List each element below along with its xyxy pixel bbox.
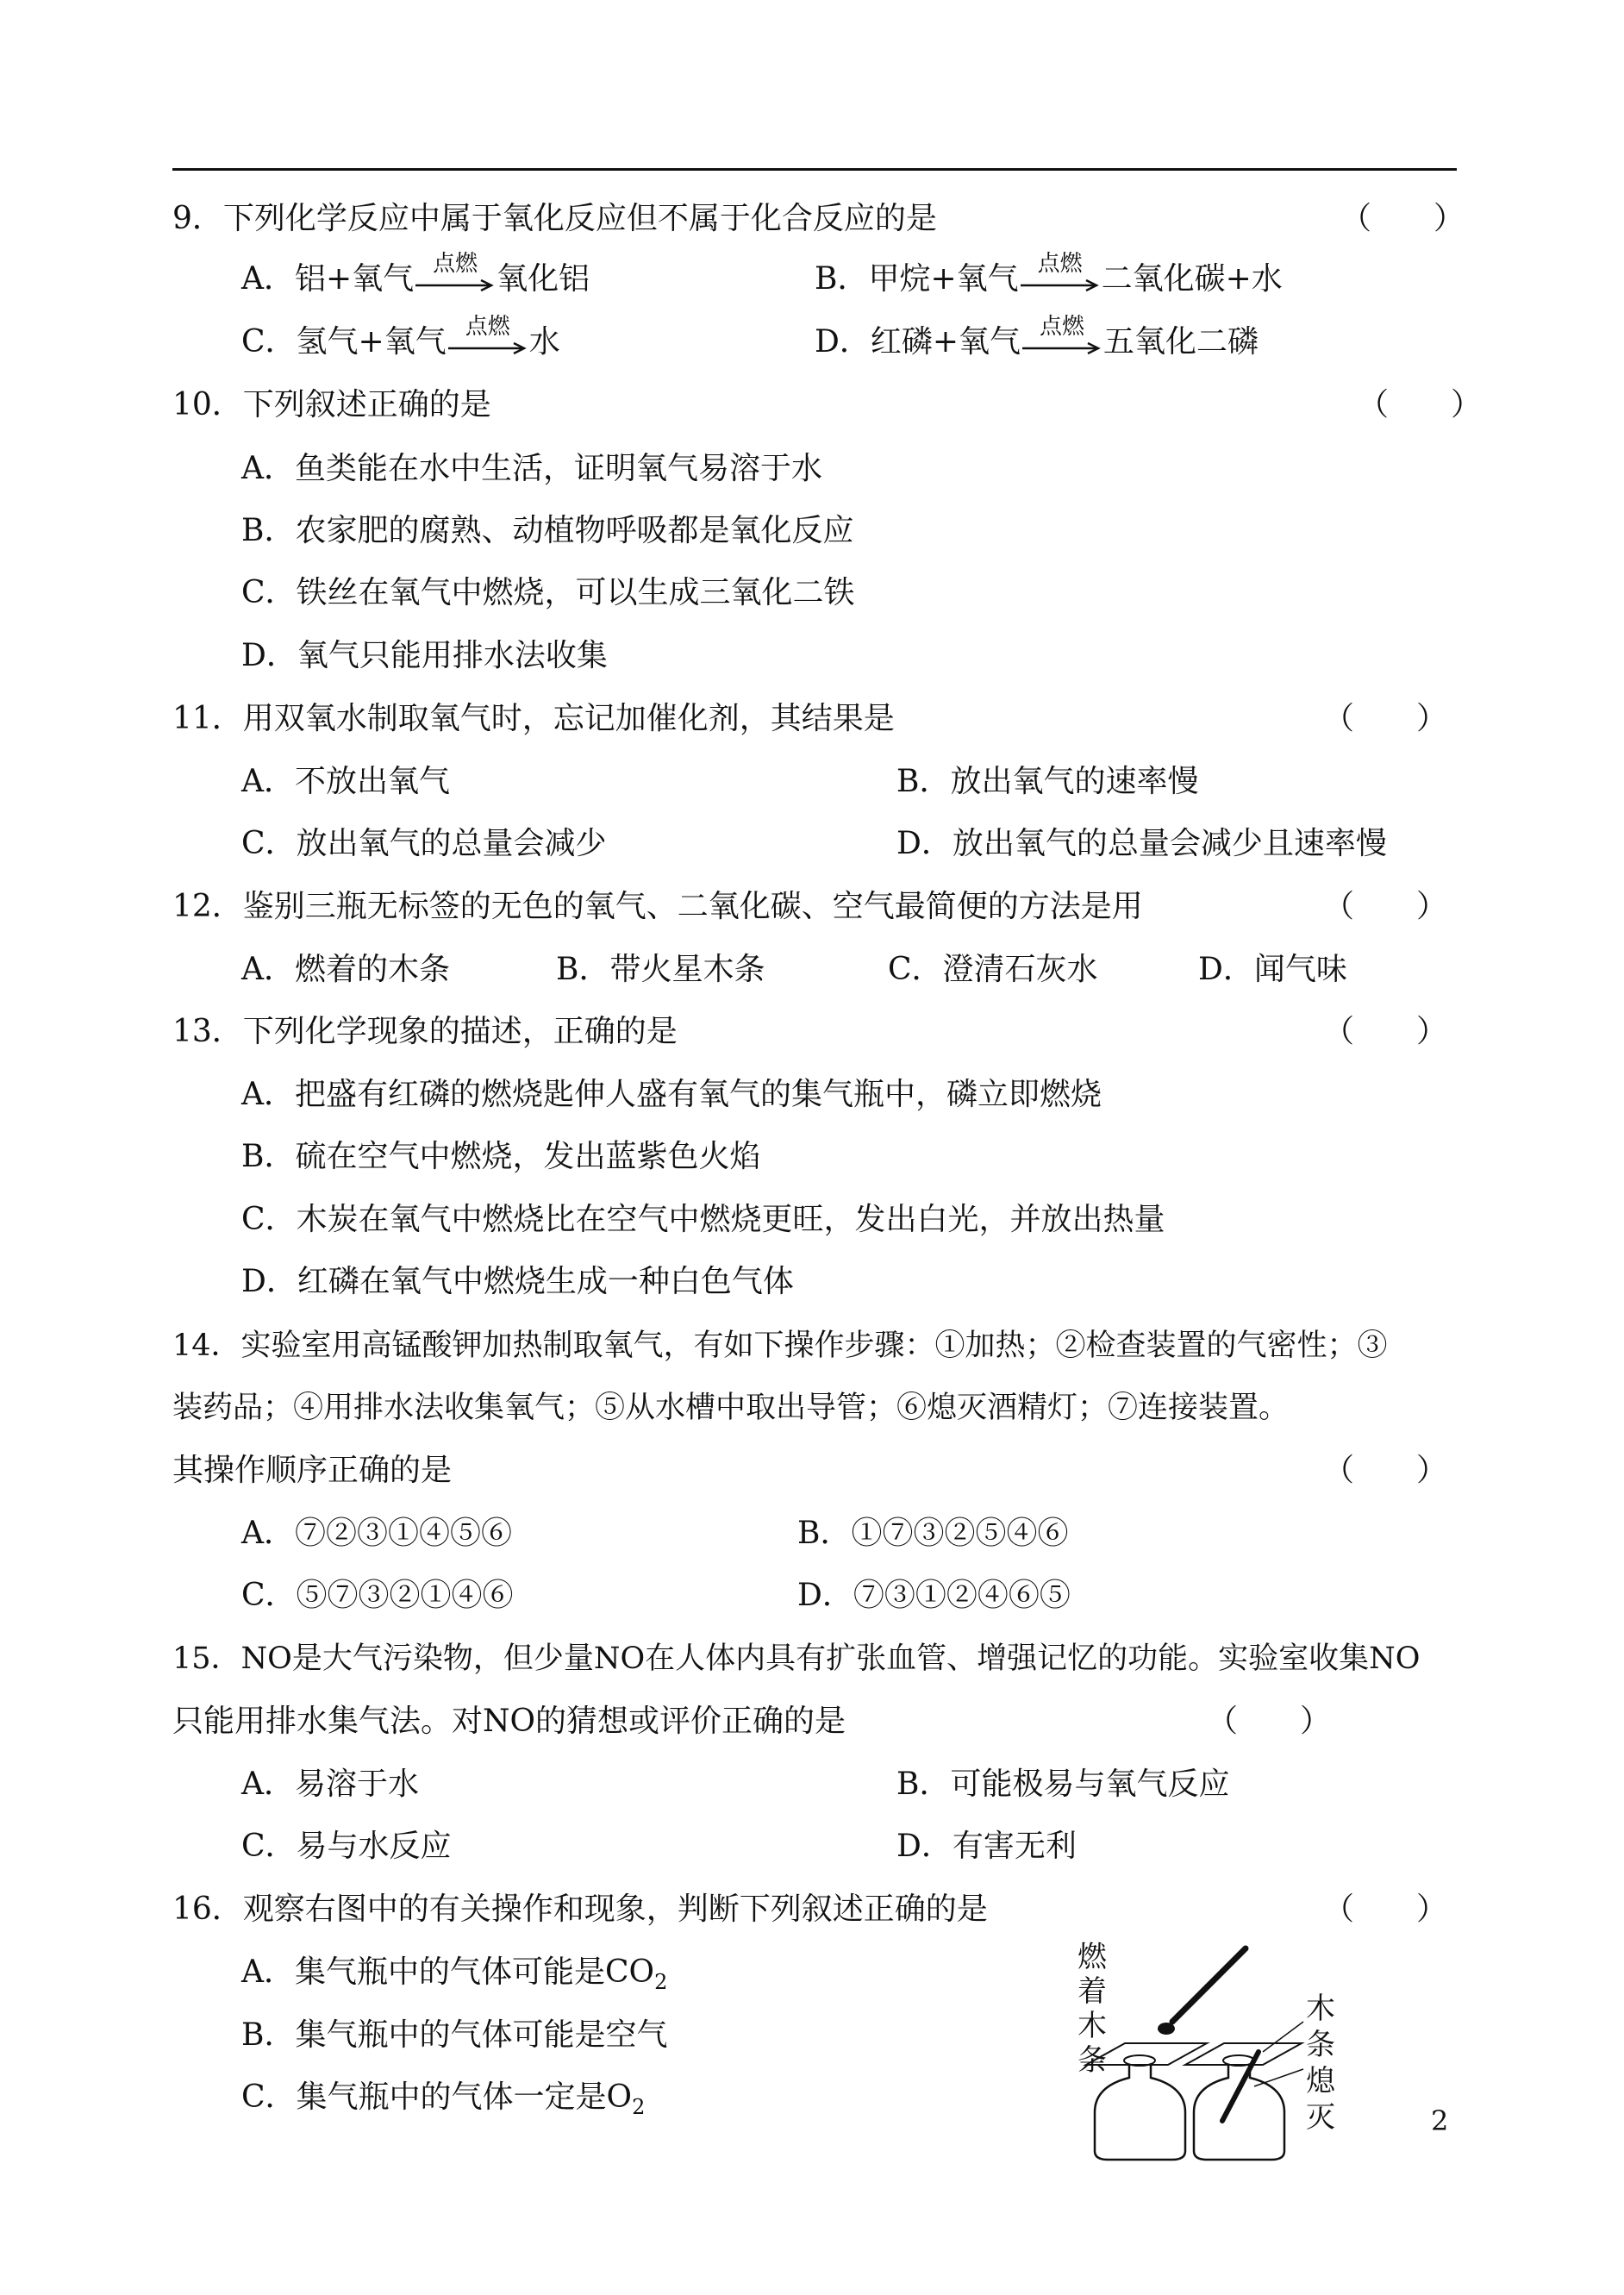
q9-option-b: B．甲烷+氧气 点燃 二氧化碳+水 [815, 251, 1283, 297]
q14-option-c: C．⑤⑦③②①④⑥ [241, 1578, 514, 1613]
q12-option-d: D．闻气味 [1198, 952, 1347, 987]
q15-option-b: B．可能极易与氧气反应 [896, 1767, 1230, 1802]
arrow-icon [1022, 342, 1102, 354]
q10-answer-paren: （ ） [1358, 387, 1483, 422]
q9-option-a: A．铝+氧气 点燃 氧化铝 [241, 251, 590, 297]
reaction-arrow: 点燃 [448, 327, 528, 361]
arrow-icon [1021, 279, 1100, 291]
q10-stem: 10．下列叙述正确的是 [172, 387, 491, 422]
q10-option-d: D．氧气只能用排水法收集 [241, 638, 608, 673]
q14-stem-line3: 其操作顺序正确的是 [172, 1453, 453, 1488]
q10-option-b: B．农家肥的腐熟、动植物呼吸都是氧化反应 [241, 513, 854, 548]
q15-stem-line1: 15．NO是大气污染物，但少量NO在人体内具有扩张血管、增强记忆的功能。实验室收集NO [172, 1642, 1421, 1676]
q12-answer-paren: （ ） [1323, 889, 1448, 924]
q16-option-b: B．集气瓶中的气体可能是空气 [241, 2017, 668, 2053]
q16-stem: 16．观察右图中的有关操作和现象，判断下列叙述正确的是 [172, 1892, 988, 1927]
q11-answer-paren: （ ） [1323, 701, 1448, 736]
q12-option-a: A．燃着的木条 [241, 952, 450, 987]
q14-option-b: B．①⑦③②⑤④⑥ [797, 1516, 1069, 1551]
q13-option-c: C．木炭在氧气中燃烧比在空气中燃烧更旺，发出白光，并放出热量 [241, 1202, 1165, 1237]
q14-option-d: D．⑦③①②④⑥⑤ [797, 1578, 1071, 1613]
q16-answer-paren: （ ） [1323, 1892, 1448, 1927]
reaction-arrow: 点燃 [1021, 264, 1100, 298]
q10-option-c: C．铁丝在氧气中燃烧，可以生成三氧化二铁 [241, 575, 855, 610]
arrow-icon [448, 342, 528, 354]
q16-option-a: A．集气瓶中的气体可能是$CO_2$ [241, 1954, 668, 1995]
q12-option-c: C．澄清石灰水 [888, 952, 1098, 987]
q14-stem-line2: 装药品；④用排水法收集氧气；⑤从水槽中取出导管；⑥熄灭酒精灯；⑦连接装置。 [172, 1391, 1290, 1425]
q15-option-a: A．易溶于水 [241, 1767, 419, 1802]
q14-stem-line1: 14．实验室用高锰酸钾加热制取氧气，有如下操作步骤：①加热；②检查装置的气密性；③ [172, 1329, 1388, 1363]
q13-stem: 13．下列化学现象的描述，正确的是 [172, 1014, 678, 1049]
flame-icon [1158, 2023, 1175, 2035]
q11-option-d: D．放出氧气的总量会减少且速率慢 [896, 826, 1387, 861]
glass-plate-left [1086, 2043, 1207, 2065]
q9-option-c: C．氢气+氧气 点燃 水 [241, 314, 560, 360]
q11-option-b: B．放出氧气的速率慢 [896, 764, 1199, 799]
q14-answer-paren: （ ） [1323, 1453, 1448, 1488]
reaction-arrow: 点燃 [1022, 327, 1102, 361]
q9-answer-paren: （ ） [1340, 201, 1465, 236]
arrow-icon [415, 279, 495, 291]
q13-answer-paren: （ ） [1323, 1014, 1448, 1049]
q13-option-a: A．把盛有红磷的燃烧匙伸人盛有氧气的集气瓶中，磷立即燃烧 [241, 1077, 1102, 1112]
q14-option-a: A．⑦②③①④⑤⑥ [241, 1516, 512, 1551]
label-side-3: 熄 [1306, 2064, 1335, 2098]
label-burning-stick: 燃着木条 [1077, 1940, 1107, 2078]
q9-stem: 9．下列化学反应中属于氧化反应但不属于化合反应的是 [172, 201, 937, 236]
gas-bottle-right [1194, 2065, 1284, 2160]
label-side-2: 条 [1306, 2028, 1335, 2062]
page-number: 2 [1431, 2104, 1449, 2137]
q15-option-d: D．有害无利 [896, 1829, 1077, 1864]
q15-answer-paren: （ ） [1207, 1704, 1332, 1739]
gas-bottle-left [1095, 2065, 1185, 2160]
q13-option-d: D．红磷在氧气中燃烧生成一种白色气体 [241, 1264, 794, 1299]
extinguished-stick-icon [1222, 2052, 1259, 2121]
q15-stem-line2: 只能用排水集气法。对NO的猜想或评价正确的是 [172, 1704, 846, 1739]
label-side-4: 灭 [1306, 2100, 1335, 2135]
bottles-illustration [1077, 1940, 1362, 2164]
q11-stem: 11．用双氧水制取氧气时，忘记加催化剂，其结果是 [172, 701, 895, 736]
q10-option-a: A．鱼类能在水中生活，证明氧气易溶于水 [241, 451, 822, 486]
q11-option-a: A．不放出氧气 [241, 764, 450, 799]
stick-icon [1172, 1948, 1246, 2022]
q12-option-b: B．带火星木条 [556, 952, 765, 987]
q9-option-d: D．红磷+氧气 点燃 五氧化二磷 [815, 314, 1259, 360]
q16-option-c: C．集气瓶中的气体一定是$O_2$ [241, 2079, 646, 2120]
q15-option-c: C．易与水反应 [241, 1829, 452, 1864]
reaction-arrow: 点燃 [415, 264, 495, 298]
q11-option-c: C．放出氧气的总量会减少 [241, 826, 607, 861]
q13-option-b: B．硫在空气中燃烧，发出蓝紫色火焰 [241, 1139, 761, 1174]
label-side-1: 木 [1306, 1992, 1335, 2026]
q12-stem: 12．鉴别三瓶无标签的无色的氧气、二氧化碳、空气最简便的方法是用 [172, 889, 1143, 924]
header-rule [172, 168, 1457, 171]
